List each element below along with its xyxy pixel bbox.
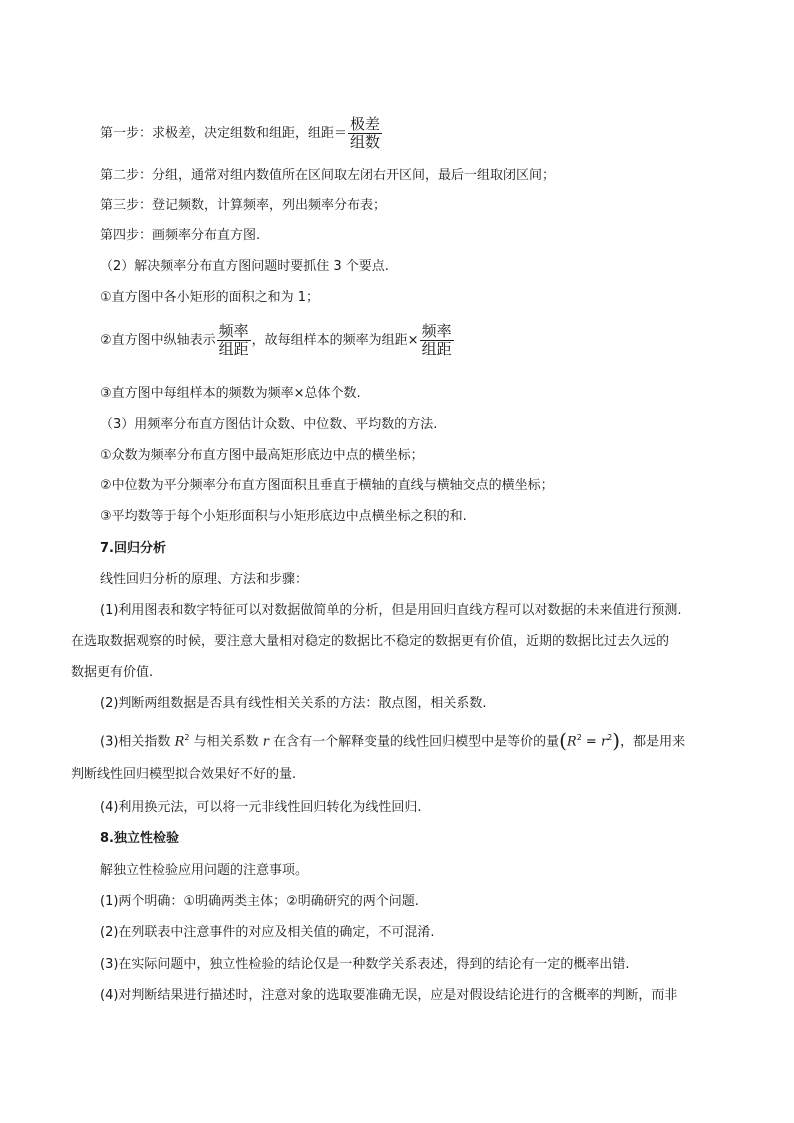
eq-sup2: 2 — [607, 733, 613, 742]
section8-item3: (3)在实际问题中，独立性检验的结论仅是一种数学关系表述，得到的结论有一定的概率出错. — [100, 957, 630, 972]
point2-item1: ①直方图中各小矩形的面积之和为 1； — [100, 290, 320, 305]
item3-text-c: 在含有一个解释变量的线性回归模型中是等价的量 — [268, 734, 560, 750]
section7-item2: (2)判断两组数据是否具有线性相关关系的方法：散点图，相关系数. — [100, 696, 487, 711]
step1-text: 第一步：求极差，决定组数和组距，组距＝ — [100, 126, 348, 141]
freq-over-width-fraction-1 — [217, 323, 251, 358]
fraction-numerator: 频率 — [218, 322, 249, 340]
point2-item2-text-b: ，故每组样本的频率为组距× — [251, 333, 419, 348]
point3-item2: ②中位数为平分频率分布直方图面积且垂直于横轴的直线与横轴交点的横坐标； — [100, 478, 554, 493]
section8-title: 8.独立性检验 — [100, 831, 179, 846]
item3-text-d: ，都是用来 — [620, 734, 686, 750]
fraction-denominator: 组距 — [218, 340, 249, 358]
r-squared-symbol: R — [174, 734, 185, 750]
fraction-denominator: 组距 — [421, 340, 452, 358]
step2-line: 第二步：分组，通常对组内数值所在区间取左闭右开区间，最后一组取闭区间； — [100, 168, 556, 183]
r-symbol: r — [262, 734, 269, 750]
freq-over-width-fraction-2 — [420, 323, 454, 358]
step1-numerator: 极差 — [350, 115, 381, 133]
section7-item3-line1 — [100, 728, 740, 753]
point3-heading: （3）用频率分布直方图估计众数、中位数、平均数的方法. — [100, 417, 438, 432]
point3-item1: ①众数为频率分布直方图中最高矩形底边中点的横坐标； — [100, 448, 424, 463]
section7-item1-line2: 在选取数据观察的时候，要注意大量相对稳定的数据比不稳定的数据更有价值，近期的数据比过去久远的 — [71, 634, 670, 649]
eq-r: r — [600, 734, 608, 750]
superscript: 2 — [184, 733, 190, 742]
section7-item1-line3: 数据更有价值. — [71, 665, 154, 680]
eq-sup1: 2 — [576, 733, 582, 742]
section7-item4: (4)利用换元法，可以将一元非线性回归转化为线性回归. — [100, 800, 422, 815]
step4-line: 第四步：画频率分布直方图. — [100, 228, 261, 243]
section7-item1-line1: (1)利用图表和数字特征可以对数据做简单的分析，但是用回归直线方程可以对数据的未来值进行预测. — [100, 603, 682, 618]
fraction-numerator: 频率 — [421, 322, 452, 340]
section8-item2: (2)在列联表中注意事件的对应及相关值的确定，不可混淆. — [100, 925, 435, 940]
eq-R: R — [566, 734, 577, 750]
right-paren: ) — [612, 728, 621, 753]
step1-denominator: 组数 — [350, 133, 381, 151]
section7-intro: 线性回归分析的原理、方法和步骤： — [100, 572, 309, 587]
step1-fraction — [348, 116, 382, 151]
point2-item3: ③直方图中每组样本的频数为频率×总体个数. — [100, 386, 361, 401]
point2-item2 — [100, 323, 700, 358]
point2-item2-text-a: ②直方图中纵轴表示 — [100, 333, 216, 348]
point2-heading: （2）解决频率分布直方图问题时要抓住 3 个要点. — [100, 259, 389, 274]
item3-text-a: (3)相关指数 — [100, 734, 175, 750]
point3-item3: ③平均数等于每个小矩形面积与小矩形底边中点横坐标之积的和. — [100, 509, 467, 524]
step1-line — [100, 116, 700, 151]
eq-equals: = — [581, 734, 601, 750]
section8-item1: (1)两个明确：①明确两类主体；②明确研究的两个问题. — [100, 894, 419, 909]
section8-item4: (4)对判断结果进行描述时，注意对象的选取要准确无误，应是对假设结论进行的含概率的判断，而非 — [100, 988, 678, 1003]
left-paren: ( — [559, 728, 567, 753]
section7-title: 7.回归分析 — [100, 541, 166, 556]
step3-line: 第三步：登记频数，计算频率，列出频率分布表； — [100, 198, 387, 213]
item3-text-b: 与相关系数 — [189, 734, 263, 750]
section7-item3-line2: 判断线性回归模型拟合效果好不好的量. — [71, 767, 297, 782]
section8-intro: 解独立性检验应用问题的注意事项。 — [100, 863, 309, 878]
